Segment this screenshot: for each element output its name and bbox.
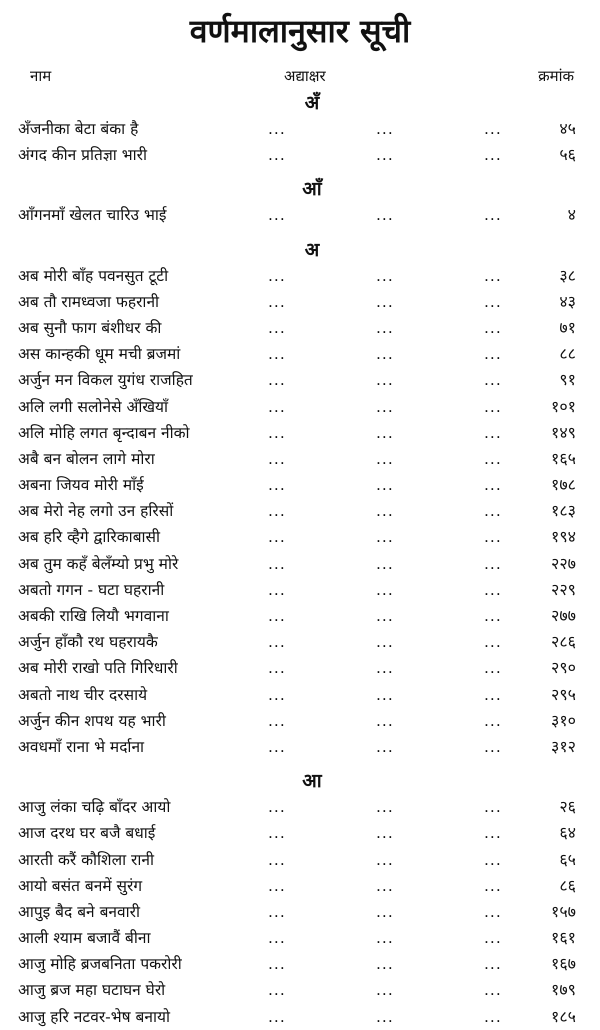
leader-dot-group: ... [484,798,502,817]
leader-dot-group: ... [484,981,502,1000]
entry-number: २७७ [551,606,576,625]
entry-number: ४५ [559,119,576,138]
header-letter: अद्याक्षर [284,67,326,85]
leader-dot-group: ... [268,266,286,285]
leader-dot-group: ... [376,850,394,869]
entry-number: २६ [559,797,576,817]
leader-dots [268,367,592,393]
header-number: क्रमांक [538,67,574,85]
index-entry [12,202,588,228]
entry-name: आली श्याम बजावैं बीना [18,929,151,948]
index-entry [12,682,588,708]
leader-dot-group: ... [484,292,502,311]
leader-dot-group: ... [376,876,394,895]
leader-dots [268,263,592,289]
group-letter: अँ [304,92,320,114]
index-entry [12,394,588,420]
leader-dot-group: ... [268,955,286,974]
entry-number: ४३ [559,291,576,311]
leader-dot-group: ... [376,266,394,285]
group-letter: आँ [302,178,322,201]
leader-dot-group: ... [376,476,394,495]
leader-dot-group: ... [376,981,394,1000]
entry-name: अब सुनौ फाग बंशीधर की [18,318,162,337]
leader-dots [268,603,592,629]
leader-dot-group: ... [268,423,286,442]
index-entry [12,263,588,289]
leader-dot-group: ... [376,902,394,921]
index-entry [12,603,588,629]
entry-name: अबना जियव मोरी माँई [18,476,144,495]
entry-name: अर्जुन कीन शपथ यह भारी [18,711,166,730]
entry-name: अब मोरी बाँह पवनसुत टूटी [18,266,169,285]
leader-dot-group: ... [268,397,286,416]
entry-number: १८३ [551,501,576,521]
leader-dot-group: ... [484,146,502,165]
leader-dot-group: ... [268,850,286,869]
leader-dot-group: ... [376,633,394,652]
leader-dot-group: ... [376,1007,394,1026]
leader-dots [268,794,592,820]
index-entry [12,951,588,977]
index-entry [12,289,588,315]
entry-name: अब तौ रामध्वजा फहरानी [18,292,160,311]
group-letter-heading [12,237,588,263]
entry-number: ९१ [559,370,576,390]
leader-dot-group: ... [268,502,286,521]
leader-dot-group: ... [268,318,286,337]
leader-dot-group: ... [484,1007,502,1026]
leader-dots [268,708,592,734]
index-groups [12,90,588,1030]
leader-dot-group: ... [376,449,394,468]
entry-name: आयो बसंत बनमें सुरंग [18,876,143,895]
leader-dot-group: ... [376,502,394,521]
index-entry [12,551,588,577]
index-entry [12,498,588,524]
leader-dot-group: ... [268,824,286,843]
entry-number: ३१२ [551,736,576,756]
entry-number: २२९ [551,579,576,599]
leader-dots [268,655,592,681]
entry-number: ५६ [559,145,576,165]
entry-name: आपुइ बैद बने बनवारी [18,902,141,921]
leader-dot-group: ... [268,1007,286,1026]
leader-dots [268,524,592,550]
entry-name: आजु लंका चढ़ि बाँदर आयो [18,798,171,817]
index-entry [12,116,588,142]
leader-dot-group: ... [484,876,502,895]
index-entry [12,446,588,472]
leader-dot-group: ... [484,266,502,285]
entry-name: अलि लगी सलोनेसे अँखियाँ [18,397,169,416]
leader-dot-group: ... [376,423,394,442]
leader-dots [268,977,592,1003]
index-entry [12,925,588,951]
leader-dots [268,420,592,446]
index-entry [12,655,588,681]
leader-dot-group: ... [376,737,394,756]
entry-number: १७९ [551,980,576,1000]
leader-dots [268,394,592,420]
leader-dot-group: ... [268,371,286,390]
leader-dots [268,202,592,228]
page-title: वर्णमालानुसार सूची [189,12,411,50]
leader-dot-group: ... [376,345,394,364]
leader-dot-group: ... [376,685,394,704]
leader-dot-group: ... [268,554,286,573]
leader-dot-group: ... [268,929,286,948]
leader-dots [268,446,592,472]
leader-dots [268,925,592,951]
entry-name: आरती करैं कौशिला रानी [18,850,155,869]
leader-dot-group: ... [484,423,502,442]
leader-dots [268,873,592,899]
leader-dots [268,847,592,873]
entry-name: अबै बन बोलन लागे मोरा [18,449,155,468]
leader-dots [268,341,592,367]
leader-dots [268,289,592,315]
leader-dot-group: ... [268,798,286,817]
leader-dot-group: ... [376,146,394,165]
leader-dot-group: ... [268,659,286,678]
leader-dot-group: ... [376,824,394,843]
group-spacer [12,229,588,237]
index-entry [12,142,588,168]
leader-dot-group: ... [268,876,286,895]
leader-dot-group: ... [268,685,286,704]
group-letter-heading [12,176,588,202]
leader-dot-group: ... [376,528,394,547]
leader-dot-group: ... [484,318,502,337]
leader-dot-group: ... [376,711,394,730]
entry-name: अर्जुन हाँकौ रथ घहरायकै [18,633,158,652]
leader-dot-group: ... [376,397,394,416]
leader-dot-group: ... [376,607,394,625]
entry-number: १८५ [551,1006,576,1026]
entry-number: १९४ [551,527,576,547]
index-entry [12,708,588,734]
entry-name: अबकी राखि लियौ भगवाना [18,607,169,625]
entry-number: ६४ [559,823,576,843]
leader-dot-group: ... [376,371,394,390]
leader-dot-group: ... [484,345,502,364]
entry-name: अबतो गगन - घटा घहरानी [18,580,165,599]
index-entry [12,847,588,873]
leader-dot-group: ... [268,345,286,364]
leader-dot-group: ... [268,633,286,652]
leader-dot-group: ... [484,449,502,468]
entry-number: २९५ [551,684,576,704]
entry-name: अब मेरो नेह लगो उन हरिसों [18,502,174,521]
leader-dot-group: ... [268,528,286,547]
entry-name: आजु हरि नटवर-भेष बनायो [18,1007,171,1026]
leader-dots [268,820,592,846]
group-spacer [12,168,588,176]
leader-dot-group: ... [268,292,286,311]
index-entry [12,524,588,550]
leader-dots [268,498,592,524]
leader-dot-group: ... [484,371,502,390]
index-entry [12,420,588,446]
entry-number: १६१ [551,928,576,948]
index-entry [12,472,588,498]
entry-name: अवधमाँ राना भे मर्दाना [18,737,145,756]
leader-dot-group: ... [484,902,502,921]
leader-dot-group: ... [268,120,286,138]
entry-number: २८६ [551,632,576,652]
header-name: नाम [30,67,52,85]
entry-name: अस कान्हकी धूम मची ब्रजमां [18,345,181,364]
entry-name: अँजनीका बेटा बंका है [18,120,139,138]
leader-dot-group: ... [268,580,286,599]
group-letter-heading [12,90,588,116]
leader-dot-group: ... [268,146,286,165]
index-entry [12,794,588,820]
column-headers [12,54,588,90]
leader-dot-group: ... [376,318,394,337]
leader-dots [268,682,592,708]
leader-dot-group: ... [376,292,394,311]
leader-dot-group: ... [376,929,394,948]
entry-name: आँगनमाँ खेलत चारिउ भाई [18,206,167,225]
leader-dot-group: ... [268,902,286,921]
index-entry [12,820,588,846]
leader-dot-group: ... [484,580,502,599]
leader-dot-group: ... [376,120,394,138]
leader-dot-group: ... [484,554,502,573]
leader-dot-group: ... [268,981,286,1000]
entry-number: १५७ [551,901,576,921]
entry-number: ८८ [559,344,576,364]
leader-dot-group: ... [484,120,502,138]
leader-dot-group: ... [484,737,502,756]
leader-dots [268,142,592,168]
index-entry [12,315,588,341]
entry-number: ३८ [559,265,576,285]
group-letter-heading [12,768,588,794]
leader-dot-group: ... [376,554,394,573]
leader-dot-group: ... [376,580,394,599]
leader-dots [268,629,592,655]
entry-name: आज दरथ घर बजै बधाई [18,824,156,843]
leader-dot-group: ... [484,528,502,547]
leader-dots [268,315,592,341]
group-letter: अ [304,238,320,261]
entry-number: ३१० [551,710,576,730]
leader-dot-group: ... [484,955,502,974]
leader-dot-group: ... [268,206,286,225]
leader-dot-group: ... [484,850,502,869]
leader-dot-group: ... [484,397,502,416]
leader-dot-group: ... [268,737,286,756]
leader-dot-group: ... [268,476,286,495]
leader-dot-group: ... [268,711,286,730]
leader-dot-group: ... [268,607,286,625]
index-entry [12,734,588,760]
entry-name: अर्जुन मन विकल युगंध राजहित [18,371,193,390]
leader-dots [268,734,592,760]
entry-number: ४ [567,205,576,225]
leader-dot-group: ... [376,798,394,817]
entry-number: १०१ [551,396,576,416]
entry-name: अबतो नाथ चीर दरसाये [18,685,148,704]
entry-number: ६५ [559,849,576,869]
leader-dots [268,899,592,925]
entry-number: १४९ [551,422,576,442]
index-entry [12,341,588,367]
index-entry [12,367,588,393]
index-entry [12,899,588,925]
group-letter: आ [302,770,322,793]
entry-number: ८६ [559,875,576,895]
leader-dot-group: ... [484,476,502,495]
leader-dot-group: ... [484,502,502,521]
leader-dots [268,472,592,498]
entry-name: आजु ब्रज महा घटाघन घेरो [18,981,166,1000]
entry-name: आजु मोहि ब्रजबनिता पकरोरी [18,955,182,974]
entry-name: अलि मोहि लगत बृन्दाबन नीको [18,423,190,442]
index-entry [12,977,588,1003]
leader-dot-group: ... [376,955,394,974]
leader-dot-group: ... [376,206,394,225]
leader-dot-group: ... [484,607,502,625]
entry-number: २२७ [551,553,576,573]
entry-name: अंगद कीन प्रतिज्ञा भारी [18,146,147,165]
entry-name: अब मोरी राखो पति गिरिधारी [18,659,178,678]
leader-dot-group: ... [376,659,394,678]
entry-number: १६५ [551,448,576,468]
entry-name: अब तुम कहँ बेलँम्यो प्रभु मोरे [18,554,179,573]
leader-dot-group: ... [484,929,502,948]
leader-dot-group: ... [268,449,286,468]
group-spacer [12,760,588,768]
leader-dot-group: ... [484,633,502,652]
index-entry [12,1004,588,1030]
leader-dots [268,951,592,977]
leader-dots [268,116,592,142]
leader-dot-group: ... [484,824,502,843]
entry-number: १६७ [551,954,576,974]
entry-number: १७८ [551,475,576,495]
index-entry [12,873,588,899]
entry-number: २९० [551,658,576,678]
index-entry [12,577,588,603]
entry-number: ७१ [559,317,576,337]
leader-dot-group: ... [484,685,502,704]
leader-dot-group: ... [484,206,502,225]
leader-dot-group: ... [484,659,502,678]
leader-dots [268,577,592,603]
leader-dots [268,551,592,577]
entry-name: अब हरि व्हैगे द्वारिकाबासी [18,528,161,547]
index-entry [12,629,588,655]
leader-dots [268,1004,592,1030]
leader-dot-group: ... [484,711,502,730]
